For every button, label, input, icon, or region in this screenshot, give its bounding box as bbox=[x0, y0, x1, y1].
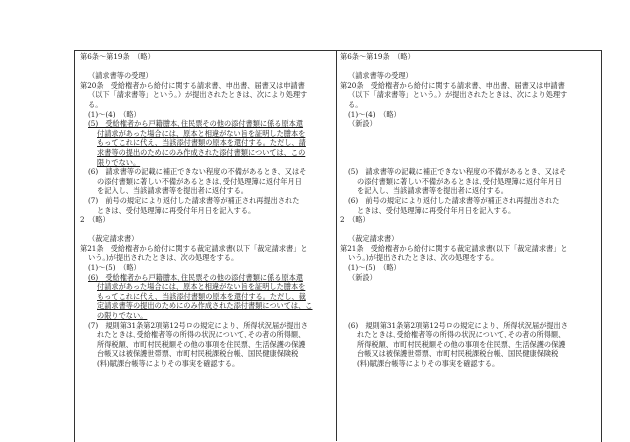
revised-line bbox=[80, 196, 330, 206]
revised-line bbox=[80, 138, 330, 148]
revised-line bbox=[80, 90, 330, 100]
current-line bbox=[340, 282, 596, 292]
current-line-text: の添付書類に著しい不備があるときは､受付処理簿に返付年月日 bbox=[357, 176, 562, 186]
current-line bbox=[340, 206, 596, 216]
revised-line-text: 第20条 受給権者から給付に関する請求書、申出書、届書又は申請書 bbox=[80, 80, 305, 90]
current-line-text: （請求書等の受理） bbox=[348, 71, 413, 81]
revised-line bbox=[80, 81, 330, 91]
current-line-text: （以下「請求書等」という。）が提出されたときは、次により処理す bbox=[348, 90, 568, 100]
revised-line bbox=[80, 301, 330, 311]
revised-line-text: （以下「請求書等」という。）が提出されたときは、次により処理す bbox=[88, 90, 308, 100]
current-line-text: (1)～(5) （略） bbox=[348, 263, 401, 273]
revised-line bbox=[80, 110, 330, 120]
revised-line bbox=[80, 186, 330, 196]
current-line-text: 台帳又は被保護世帯票、市町村民税課税台帳、国民健康保険税 bbox=[357, 349, 559, 359]
revised-line bbox=[80, 206, 330, 216]
current-line bbox=[340, 100, 596, 110]
revised-line-text: (料)賦課台帳等によりその事実を確認する。 bbox=[97, 359, 240, 368]
current-line bbox=[340, 62, 596, 72]
current-line bbox=[340, 330, 596, 340]
revised-line bbox=[80, 129, 330, 139]
revised-line-text: ときは、受付処理簿に再受付年月日を記入する。 bbox=[97, 205, 256, 215]
revised-line-text: 限りでない。 bbox=[97, 157, 141, 167]
revised-line-text: れたときは､受給権者等の所得の状況について､その者の所得額、 bbox=[97, 330, 306, 340]
current-line bbox=[340, 110, 596, 120]
revised-line bbox=[80, 273, 330, 283]
revised-line-text: (1)～(4) （略） bbox=[88, 109, 141, 119]
revised-line-text: (5) 受給権者から戸籍謄本､住民票その他の添付書類に係る原本還 bbox=[88, 119, 304, 129]
current-line-text: (1)～(4) （略） bbox=[348, 109, 401, 119]
current-line bbox=[340, 215, 596, 225]
revised-line bbox=[80, 263, 330, 273]
revised-line-text: 台帳又は被保護世帯票、市町村民税課税台帳、国民健康保険税 bbox=[97, 349, 299, 359]
revised-line-text: いう。)が提出されたときは、次の処理をする。 bbox=[88, 253, 239, 263]
current-line-text: 第6条～第19条 （略） bbox=[340, 52, 415, 61]
current-line bbox=[340, 359, 596, 369]
revised-line-text: (6) 受給権者から戸籍謄本､住民票その他の添付書類に係る原本還 bbox=[88, 272, 304, 282]
revised-line bbox=[80, 148, 330, 158]
current-line-text: （新設） bbox=[348, 272, 377, 282]
revised-line-text: もってこれに代え、当該添付書類の原本を還付する。ただし、請 bbox=[97, 138, 306, 148]
current-line bbox=[340, 158, 596, 168]
current-line-text: 所得税額、市町村民税額その他の事項を住民票、生活保護の保護 bbox=[357, 339, 566, 349]
revised-line bbox=[80, 359, 330, 369]
revised-line bbox=[80, 119, 330, 129]
current-line-text: （裁定請求書） bbox=[348, 234, 399, 244]
revised-line bbox=[80, 340, 330, 350]
revised-line bbox=[80, 244, 330, 254]
current-line-text: (6) 前号の規定により返付した請求書等が補正され再提出された bbox=[348, 195, 560, 205]
current-line bbox=[340, 119, 596, 129]
current-line bbox=[340, 177, 596, 187]
revised-line bbox=[80, 234, 330, 244]
revised-line bbox=[80, 225, 330, 235]
current-line bbox=[340, 81, 596, 91]
revised-line-text: もってこれに代え、当該添付書類の原本を還付する。ただし、裁 bbox=[97, 291, 306, 301]
current-line bbox=[340, 244, 596, 254]
revised-line bbox=[80, 52, 330, 62]
revised-line-text: 所得税額、市町村民税額その他の事項を住民票、生活保護の保護 bbox=[97, 339, 306, 349]
current-line-text: 第20条 受給権者から給付に関する請求書、申出書、届書又は申請書 bbox=[340, 80, 565, 90]
revised-line bbox=[80, 282, 330, 292]
current-line bbox=[340, 340, 596, 350]
revised-line bbox=[80, 71, 330, 81]
current-line-text: れたときは､受給権者等の所得の状況について､その者の所得額、 bbox=[357, 330, 566, 340]
revised-line-text: (7) 前号の規定により返付した請求書等が補正され再提出された bbox=[88, 195, 300, 205]
current-line bbox=[340, 71, 596, 81]
current-line bbox=[340, 138, 596, 148]
revised-line bbox=[80, 253, 330, 263]
revised-line bbox=[80, 100, 330, 110]
current-line bbox=[340, 311, 596, 321]
revised-line-text: 付請求があった場合には、原本と相違がない旨を証明した謄本を bbox=[97, 282, 306, 292]
column-divider bbox=[336, 50, 337, 441]
revised-line-text: 第21条 受給権者から給付に関する裁定請求書(以下「裁定請求書」と bbox=[80, 243, 308, 253]
current-line-text: （新設） bbox=[348, 119, 377, 129]
revised-line bbox=[80, 311, 330, 321]
current-line bbox=[340, 263, 596, 273]
current-line bbox=[340, 225, 596, 235]
current-line bbox=[340, 292, 596, 302]
current-text-column bbox=[340, 52, 596, 369]
revised-text-column bbox=[80, 52, 330, 369]
current-line-text: ときは、受付処理簿に再受付年月日を記入する。 bbox=[357, 205, 516, 215]
current-line bbox=[340, 253, 596, 263]
revised-line-text: 付請求があった場合には、原本と相違がない旨を証明した謄本を bbox=[97, 128, 306, 138]
revised-line-text: （請求書等の受理） bbox=[88, 71, 153, 81]
current-line bbox=[340, 186, 596, 196]
revised-line-text: 第6条～第19条 （略） bbox=[80, 52, 155, 61]
current-line-text: いう。)が提出されたときは、次の処理をする。 bbox=[348, 253, 499, 263]
current-line bbox=[340, 234, 596, 244]
revised-line-text: (1)～(5) （略） bbox=[88, 263, 141, 273]
current-line bbox=[340, 301, 596, 311]
current-line bbox=[340, 90, 596, 100]
current-line bbox=[340, 148, 596, 158]
revised-line bbox=[80, 177, 330, 187]
current-line-text: 第21条 受給権者から給付に関する裁定請求書(以下「裁定請求書」と bbox=[340, 243, 568, 253]
revised-line bbox=[80, 215, 330, 225]
revised-line-text: (6) 請求書等の記載に補正できない程度の不備があるとき、又はそ bbox=[88, 167, 307, 177]
current-line bbox=[340, 167, 596, 177]
revised-line-text: (7) 規則第31条第2項第12号ロの規定により、所得状況届が提出さ bbox=[88, 320, 308, 330]
revised-line bbox=[80, 349, 330, 359]
current-line bbox=[340, 52, 596, 62]
revised-line bbox=[80, 62, 330, 72]
revised-line bbox=[80, 321, 330, 331]
revised-line-text: の添付書類に著しい不備があるときは､受付処理簿に返付年月日 bbox=[97, 176, 302, 186]
revised-line-text: 2 （略） bbox=[80, 215, 110, 225]
revised-line-text: （裁定請求書） bbox=[88, 234, 139, 244]
current-line-text: (6) 規則第31条第2項第12号ロの規定により、所得状況届が提出さ bbox=[348, 320, 568, 330]
current-line-text: (5) 請求書等の記載に補正できない程度の不備があるとき、又はそ bbox=[348, 167, 567, 177]
revised-line-text: 定請求書等の提出のためにのみ作成された添付書類については、こ bbox=[97, 301, 313, 311]
current-line-text: る。 bbox=[348, 99, 363, 109]
current-line bbox=[340, 273, 596, 283]
revised-line bbox=[80, 330, 330, 340]
current-line bbox=[340, 321, 596, 331]
current-line bbox=[340, 349, 596, 359]
revised-line-text: る。 bbox=[88, 99, 103, 109]
current-line bbox=[340, 129, 596, 139]
current-line-text: 2 （略） bbox=[340, 215, 370, 225]
revised-line-text: を記入し、当該請求書等を提出者に返付する。 bbox=[97, 186, 248, 196]
revised-line bbox=[80, 158, 330, 168]
revised-line-text: 求書等の提出のためにのみ作成された添付書類については、この bbox=[97, 147, 306, 157]
current-line-text: (料)賦課台帳等によりその事実を確認する。 bbox=[357, 359, 500, 368]
revised-line bbox=[80, 292, 330, 302]
revised-line bbox=[80, 167, 330, 177]
current-line-text: を記入し、当該請求書等を提出者に返付する。 bbox=[357, 186, 508, 196]
current-line bbox=[340, 196, 596, 206]
revised-line-text: の限りでない。 bbox=[97, 311, 148, 321]
